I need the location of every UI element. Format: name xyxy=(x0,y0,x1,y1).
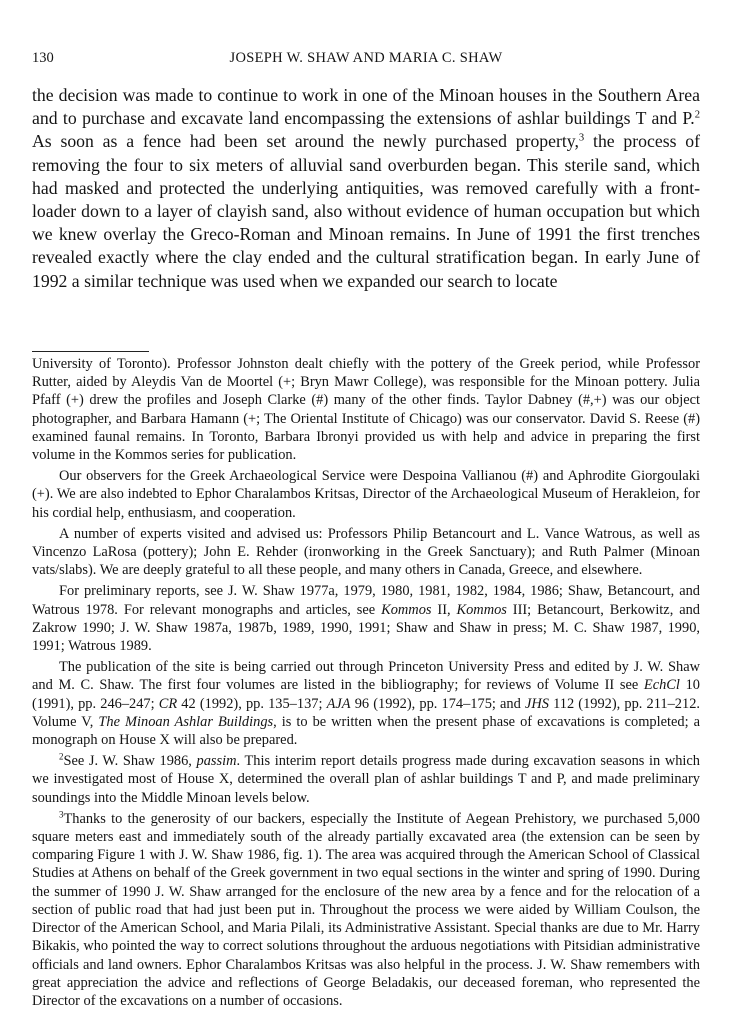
text-run: . This interim report details progress made during excavation seasons in which we investigated most of House X, determined the overall plan of ashlar buildings T and P, and made preliminary soundings into the Middle Minoan levels below. xyxy=(32,753,700,806)
body-text-part: the decision was made to continue to work in one of the Minoan houses in the Southern Area and to purchase and excavate land encompassing the extensions of ashlar buildings T and P. xyxy=(32,85,700,129)
footnote-ref: 2 xyxy=(694,109,700,121)
page-number: 130 xyxy=(32,50,54,66)
text-run: Thanks to the generosity of our backers, especially the Institute of Aegean Prehistory, we purchased 5,000 square meters east and immediately south of the already partially excavated area (the extension can be seen by comparing Figure 1 with J. W. Shaw 1986, fig. 1). The area was acquired through the American School of Classical Studies at Athens on behalf of the Greek government in two equal sections in the winter and spring of 1990. During the summer of 1990 J. W. Shaw arranged for the enclosure of the new area by a fence and for the relocation of a section of public road that had just been put in. Throughout the process we were aided by William Coulson, the Director of the American School, and Maria Pilali, its Administrative Assistant. Special thanks are due to Mr. Harry Bikakis, who pointed the way to correct solutions throughout the arduous negotiations with Pitsidian administrative officials and land owners. Ephor Charalambos Kritsas was also helpful in the process. J. W. Shaw remembers with great appreciation the advice and reflections of George Beladakis, our deceased foreman, who represented the Director of the excavations on a number of occasions. xyxy=(32,810,700,1009)
text-run: The publication of the site is being carried out through Princeton University Press and edited by J. W. Shaw and M. C. Shaw. The first four volumes are listed in the bibliography; for reviews of Volume II see xyxy=(32,659,700,694)
footnote-experts-paragraph: A number of experts visited and advised us: Professors Philip Betancourt and L. Vance Watrous, as well as Vincenzo LaRosa (pottery); John E. Rehder (ironworking in the Greek Sanctuary); and Ruth Palmer (Minoan vats/slabs). We are deeply grateful to all these people, and many others in Canada, Greece, and elsewhere. xyxy=(32,525,700,579)
text-run: III; Betancourt, Berkowitz, and Zakrow 1990; J. W. Shaw 1987a, 1987b, 1989, 1990, 1991; Shaw and Shaw in press; M. C. Shaw 1987, 1990, 1991; Watrous 1989. xyxy=(32,601,700,655)
italic-title: JHS xyxy=(524,695,549,712)
footnote-observers-paragraph: Our observers for the Greek Archaeological Service were Despoina Vallianou (#) and Aphrodite Giorgoulaki (+). We are also indebted to Ephor Charalambos Kritsas, Director of the Archaeological Museum of Herakleion, for his cordial help, enthusiasm, and cooperation. xyxy=(32,468,700,521)
text-run: 42 (1992), pp. 135–137; xyxy=(177,695,327,712)
italic-title: CR xyxy=(158,695,178,712)
footnote-number: 2 xyxy=(59,751,64,762)
italic-title: AJA xyxy=(326,695,351,712)
italic-title: Kommos xyxy=(381,601,432,618)
running-head: JOSEPH W. SHAW AND MARIA C. SHAW xyxy=(229,50,503,66)
italic-title: EchCl xyxy=(643,677,680,694)
footnote-number: 3 xyxy=(59,809,64,820)
body-text-part: the process of removing the four to six meters of alluvial sand overburden began. This sterile sand, which had masked and protected the underlying antiquities, was removed carefully with a front-loader down to a layer of clayish sand, also without evidence of human occupation but which we knew overlay the Greco-Roman and Minoan remains. In June of 1991 the first trenches revealed exactly where the clay ended and the cultural stratification began. In early June of 1992 a similar technique was used when we expanded our search to locate xyxy=(32,131,701,291)
body-text-part: As soon as a fence had been set around the newly purchased property, xyxy=(32,131,579,152)
footnote-publication-paragraph xyxy=(32,658,700,749)
footnote-divider xyxy=(32,351,149,352)
italic-term: passim xyxy=(196,753,237,770)
text-run: For preliminary reports, see J. W. Shaw 1977a, 1979, 1980, 1981, 1982, 1984, 1986; Shaw, Betancourt, and Watrous 1978. For relevant monographs and articles, see xyxy=(32,583,700,618)
footnote-2 xyxy=(32,752,700,807)
footnotes xyxy=(32,355,700,1010)
footnote-ref: 3 xyxy=(578,133,585,145)
main-body-paragraph xyxy=(32,84,700,293)
italic-title: The Minoan Ashlar Buildings xyxy=(98,713,274,730)
text-run: , is to be written when the present phase of excavations is completed; a monograph on House X will also be prepared. xyxy=(32,713,700,749)
text-run: See J. W. Shaw 1986, xyxy=(63,753,197,770)
text-run: II, xyxy=(431,601,457,618)
footnote-1-continued: University of Toronto). Professor Johnston dealt chiefly with the pottery of the Greek period, while Professor Rutter, aided by Aleydis Van de Moortel (+; Bryn Mawr College), was responsible for the Minoan pottery. Julia Pfaff (+) drew the profiles and Joseph Clarke (#) many of the other finds. Taylor Dabney (#,+) was our object photographer, and Barbara Hamann (+; The Oriental Institute of Chicago) was our conservator. David S. Reese (#) examined faunal remains. In Toronto, Barbara Ibronyi provided us with help and advice in preparing the first volume in the Kommos series for publication. xyxy=(32,356,700,464)
text-run: 112 (1992), pp. 211–212. Volume V, xyxy=(32,695,700,730)
text-run: 96 (1992), pp. 174–175; and xyxy=(350,695,525,712)
text-run: 10 (1991), pp. 246–247; xyxy=(32,677,700,712)
page-header xyxy=(32,50,700,72)
italic-title: Kommos xyxy=(456,601,507,618)
footnote-3 xyxy=(32,810,700,1010)
footnote-reports-paragraph xyxy=(32,582,700,655)
